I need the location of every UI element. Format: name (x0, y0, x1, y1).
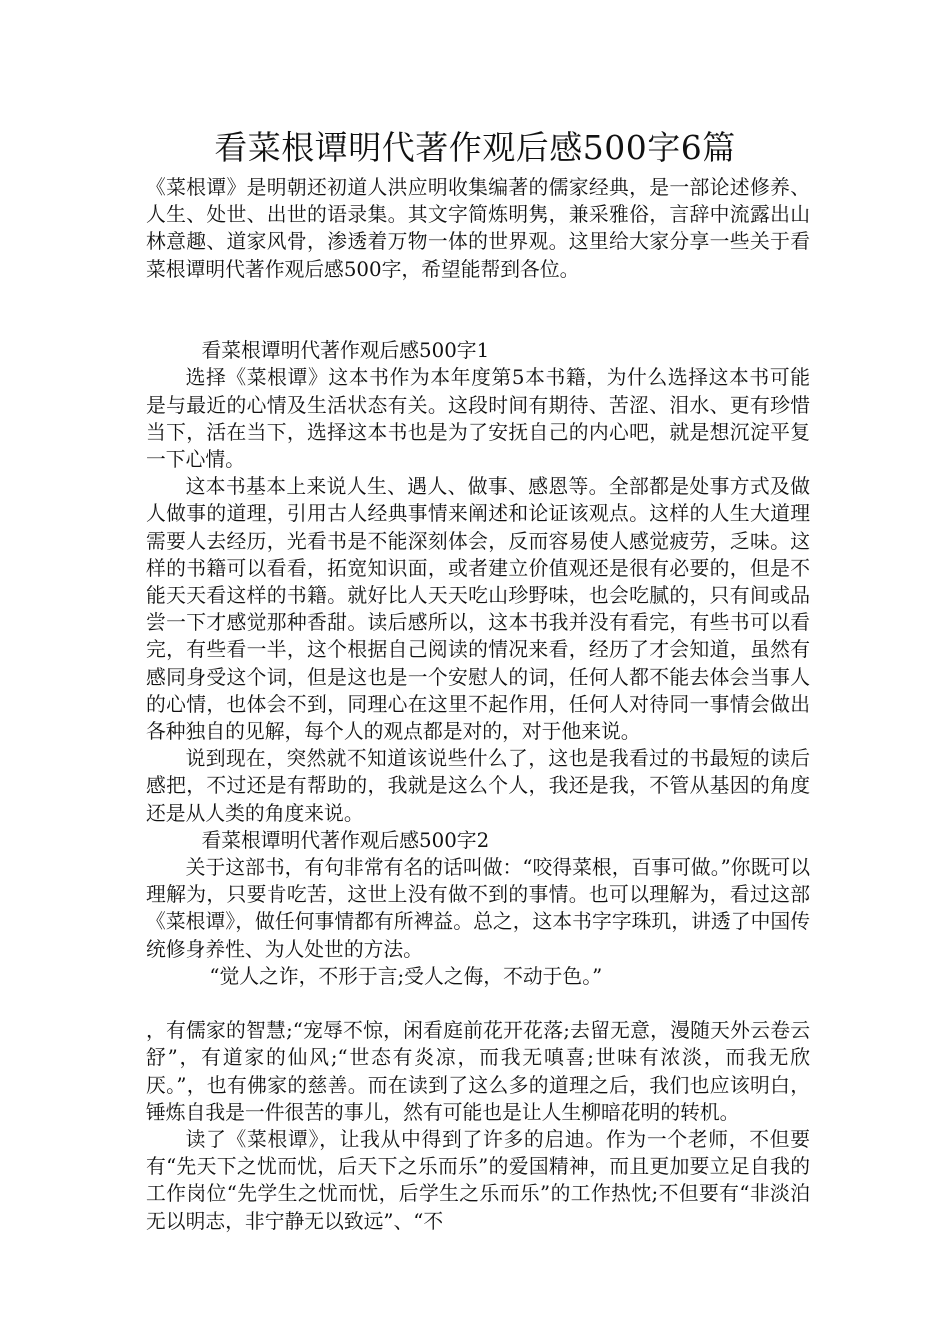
paragraph-gap (146, 283, 810, 310)
intro-paragraph: 《菜根谭》是明朝还初道人洪应明收集编著的儒家经典，是一部论述修养、人生、处世、出世的语录集。其文字简炼明隽，兼采雅俗，言辞中流露出山林意趣、道家风骨，渗透着万物一体的世界观。这里给大家分享一些关于看菜根谭明代著作观后感500字，希望能帮到各位。 (146, 176, 810, 281)
document-title: 看菜根谭明代著作观后感500字6篇 (214, 128, 736, 167)
paragraph: 读了《菜根谭》，让我从中得到了许多的启迪。作为一个老师，不但要有“先天下之忧而忧，后天下之乐而乐”的爱国精神，而且更加要立足自我的工作岗位“先学生之忧而忧，后学生之乐而乐”的工作热忱;不但要有“非淡泊无以明志，非宁静无以致远”、“不 (146, 1128, 810, 1233)
paragraph: 说到现在，突然就不知道该说些什么了，这也是我看过的书最短的读后感把，不过还是有帮助的，我就是这么个人，我还是我，不管从基因的角度还是从人类的角度来说。 (146, 747, 810, 825)
paragraph: 这本书基本上来说人生、遇人、做事、感恩等。全部都是处事方式及做人做事的道理，引用古人经典事情来阐述和论证该观点。这样的人生大道理需要人去经历，光看书是不能深刻体会，反而容易使人感觉疲劳，乏味。这样的书籍可以看看，拓宽知识面，或者建立价值观还是很有必要的，但是不能天天看这样的书籍。就好比人天天吃山珍野味，也会吃腻的，只有间或品尝一下才感觉那种香甜。读后感所以，这本书我并没有看完，有些书可以看完，有些看一半，这个根据自己阅读的情况来看，经历了才会知道，虽然有感同身受这个词，但是这也是一个安慰人的词，任何人都不能去体会当事人的心情，也体会不到，同理心在这里不起作用，任何人对待同一事情会做出各种独自的见解，每个人的观点都是对的，对于他来说。 (146, 475, 810, 744)
quote-line: “觉人之诈，不形于言;受人之侮，不动于色。” (209, 964, 603, 988)
paragraph: 关于这部书，有句非常有名的话叫做：“咬得菜根，百事可做。”你既可以理解为，只要肯吃苦，这世上没有做不到的事情。也可以理解为，看过这部《菜根谭》，做任何事情都有所裨益。总之，这本书字字珠玑，讲透了中国传统修身养性、为人处世的方法。 (146, 856, 810, 961)
paragraph: ，有儒家的智慧;“宠辱不惊，闲看庭前花开花落;去留无意，漫随天外云卷云舒”，有道家的仙风;“世态有炎凉，而我无嗔喜;世味有浓淡，而我无欣厌。”，也有佛家的慈善。而在读到了这么多的道理之后，我们也应该明白，锤炼自我是一件很苦的事儿，然有可能也是让人生柳暗花明的转机。 (146, 1019, 810, 1124)
paragraph-gap (146, 990, 810, 1017)
paragraph-gap (146, 310, 810, 337)
section-heading-2: 看菜根谭明代著作观后感500字2 (201, 828, 490, 852)
paragraph: 选择《菜根谭》这本书作为本年度第5本书籍，为什么选择这本书可能是与最近的心情及生活状态有关。这段时间有期待、苦涩、泪水、更有珍惜当下，活在当下，选择这本书也是为了安抚自己的内心吧，就是想沉淀平复一下心情。 (146, 366, 810, 471)
document-body (146, 174, 810, 1235)
section-heading-1: 看菜根谭明代著作观后感500字1 (201, 339, 490, 363)
